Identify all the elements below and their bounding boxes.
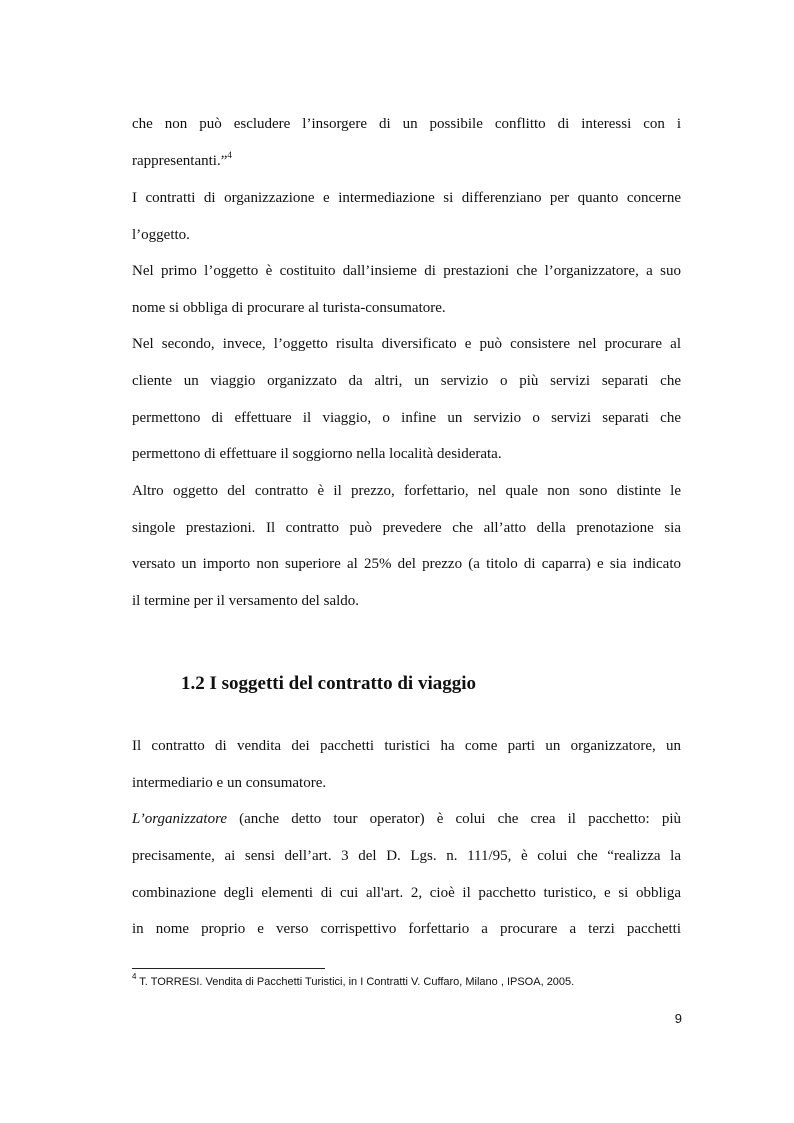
italic-term: L’organizzatore [132, 811, 228, 827]
footnote-reference: 4 [227, 150, 232, 160]
page-number: 9 [674, 1011, 682, 1026]
body-line: Nel primo l’oggetto è costituito dall’insieme di prestazioni che l’organizzatore, a suo [132, 263, 681, 279]
footnote-separator [132, 968, 325, 969]
section-heading: 1.2 I soggetti del contratto di viaggio [181, 673, 477, 694]
body-line: singole prestazioni. Il contratto può prevedere che all’atto della prenotazione sia [132, 520, 681, 536]
body-line-text: rappresentanti.” [132, 153, 228, 169]
body-line: permettono di effettuare il viaggio, o infine un servizio o servizi separati che [132, 410, 681, 426]
body-line: l’oggetto. [132, 227, 190, 243]
body-line: il termine per il versamento del saldo. [132, 593, 360, 609]
body-line: Il contratto di vendita dei pacchetti turistici ha come parti un organizzatore, un [132, 738, 681, 754]
body-line: combinazione degli elementi di cui all'art. 2, cioè il pacchetto turistico, e si obbliga [132, 885, 681, 901]
footnote-text: T. TORRESI. Vendita di Pacchetti Turistici, in I Contratti V. Cuffaro, Milano , IPSOA, 2005. [136, 976, 575, 988]
body-line: cliente un viaggio organizzato da altri, un servizio o più servizi separati che [132, 373, 681, 389]
body-line: intermediario e un consumatore. [132, 775, 327, 791]
body-line: Nel secondo, invece, l’oggetto risulta diversificato e può consistere nel procurare al [132, 336, 681, 352]
body-line: in nome proprio e verso corrispettivo forfettario a procurare a terzi pacchetti [132, 921, 681, 937]
footnote [132, 972, 575, 988]
body-line [132, 152, 681, 170]
body-line: versato un importo non superiore al 25% del prezzo (a titolo di caparra) e sia indicato [132, 556, 681, 572]
body-line: I contratti di organizzazione e intermediazione si differenziano per quanto concerne [132, 190, 681, 206]
body-line: Altro oggetto del contratto è il prezzo, forfettario, nel quale non sono distinte le [132, 483, 681, 499]
footnote-number: 4 [132, 972, 137, 982]
body-line: precisamente, ai sensi dell’art. 3 del D. Lgs. n. 111/95, è colui che “realizza la [132, 848, 681, 864]
body-line: permettono di effettuare il soggiorno nella località desiderata. [132, 446, 502, 462]
body-line-text: (anche detto tour operator) è colui che crea il pacchetto: più [227, 811, 681, 827]
body-line: nome si obbliga di procurare al turista-consumatore. [132, 300, 446, 316]
body-line: che non può escludere l’insorgere di un possibile conflitto di interessi con i [132, 116, 681, 132]
body-line [132, 810, 681, 828]
